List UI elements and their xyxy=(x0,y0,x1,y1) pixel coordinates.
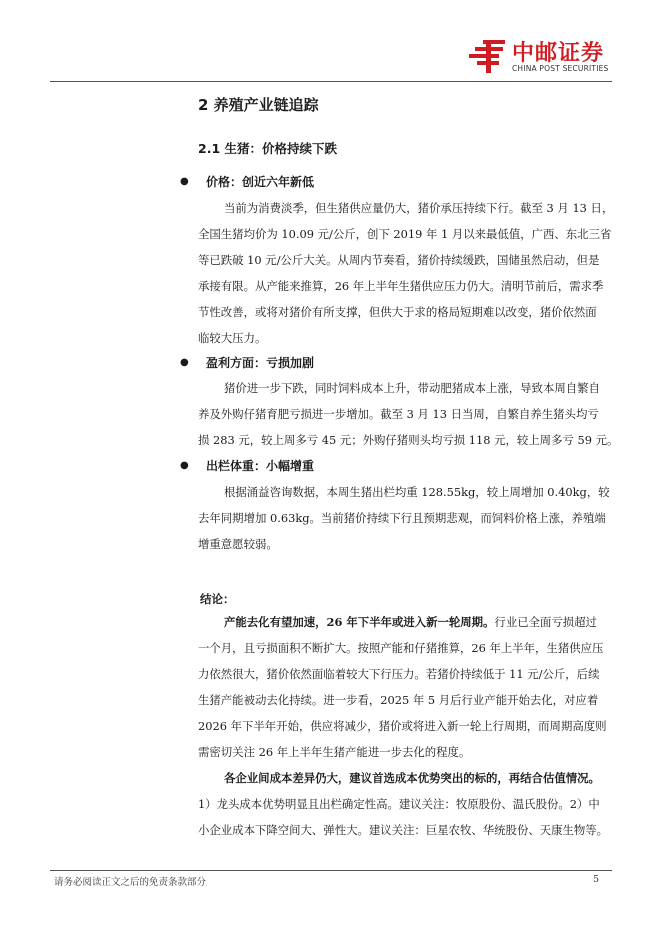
bullet-title-weight: 出栏体重：小幅增重 xyxy=(206,459,315,473)
text-line: 小企业成本下降空间大、弹性大。建议关注：巨星农牧、华统股份、天康生物等。 xyxy=(198,823,609,837)
text-line: 承接有限。从产能来推算，26 年上半年生猪供应压力仍大。清明节前后，需求季 xyxy=(198,279,604,293)
price-paragraph xyxy=(198,195,614,351)
conclusion-title: 结论： xyxy=(200,592,235,606)
text-line: 当前为消费淡季，但生猪供应量仍大，猪价承压持续下行。截至 3 月 13 日， xyxy=(224,201,614,215)
text-line: 根据涌益咨询数据，本周生猪出栏均重 128.55kg，较上周增加 0.40kg，较 xyxy=(224,485,610,499)
page-number: 5 xyxy=(593,874,600,885)
text-line: 猪价进一步下跌，同时饲料成本上升，带动肥猪成本上涨，导致本周自繁自 xyxy=(224,381,600,395)
section-title: 2 养殖产业链追踪 xyxy=(198,96,319,114)
text-line: 等已跌破 10 元/公斤大关。从周内节奏看，猪价持续缓跌，国储虽然启动，但是 xyxy=(198,253,600,267)
bullet-icon: ● xyxy=(180,357,189,368)
text-line: 需密切关注 26 年上半年生猪产能进一步去化的程度。 xyxy=(198,745,471,759)
bullet-title-price: 价格：创近六年新低 xyxy=(206,175,315,189)
subsection-title: 2.1 生猪：价格持续下跌 xyxy=(198,141,337,156)
conclusion-lead-rest: 行业已全面亏损超过 xyxy=(494,615,597,629)
bullet-icon: ● xyxy=(180,460,189,471)
bullet-title-profit: 盈利方面：亏损加剧 xyxy=(206,356,315,370)
text-line xyxy=(198,609,608,635)
text-line: 1）龙头成本优势明显且出栏确定性高。建议关注：牧原股份、温氏股份。2）中 xyxy=(198,797,600,811)
logo-english-name: CHINA POST SECURITIES xyxy=(512,64,609,73)
profit-paragraph xyxy=(198,375,619,453)
conclusion-lead: 产能去化有望加速，26 年下半年或进入新一轮周期。 xyxy=(224,615,495,629)
footer-divider xyxy=(50,870,612,871)
text-line: 临较大压力。 xyxy=(198,331,267,345)
header-divider xyxy=(50,81,612,82)
text-line: 损 283 元，较上周多亏 45 元；外购仔猪则头均亏损 118 元，较上周多亏 59 元。 xyxy=(198,433,619,447)
text-line: 养及外购仔猪育肥亏损进一步增加。截至 3 月 13 日当周，自繁自养生猪头均亏 xyxy=(198,407,599,421)
text-line: 去年同期增加 0.63kg。当前猪价持续下行且预期悲观，而饲料价格上涨，养殖端 xyxy=(198,511,606,525)
weight-paragraph xyxy=(198,479,608,557)
bullet-icon: ● xyxy=(180,176,189,187)
footer-disclaimer: 请务必阅读正文之后的免责条款部分 xyxy=(54,877,207,888)
text-line: 增重意愿较弱。 xyxy=(198,537,278,551)
recommendation-headline: 各企业间成本差异仍大，建议首选成本优势突出的标的，再结合估值情况。 xyxy=(224,771,600,785)
text-line: 生猪产能被动去化持续。进一步看，2025 年 5 月后行业产能开始去化，对应着 xyxy=(198,693,599,707)
company-logo xyxy=(469,38,619,80)
text-line: 节性改善，或将对猪价有所支撑，但供大于求的格局短期难以改变，猪价依然面 xyxy=(198,305,597,319)
china-post-logo-icon xyxy=(469,38,507,74)
text-line: 2026 年下半年开始，供应将减少，猪价或将进入新一轮上行周期，而周期高度则 xyxy=(198,719,607,733)
conclusion-paragraph xyxy=(198,609,608,843)
text-line: 力依然很大，猪价依然面临着较大下行压力。若猪价持续低于 11 元/公斤，后续 xyxy=(198,667,600,681)
text-line: 一个月，且亏损面积不断扩大。按照产能和仔猪推算，26 年上半年，生猪供应压 xyxy=(198,641,604,655)
logo-chinese-name: 中邮证券 xyxy=(512,41,605,66)
text-line: 全国生猪均价为 10.09 元/公斤，创下 2019 年 1 月以来最低值，广西、东北三省 xyxy=(198,227,612,241)
